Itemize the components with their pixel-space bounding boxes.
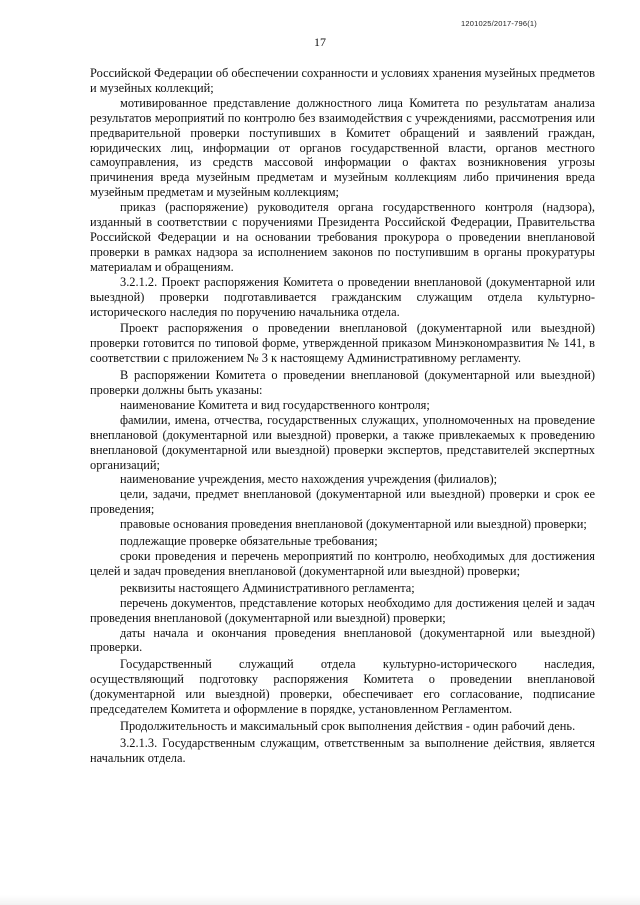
document-body (90, 66, 595, 766)
paragraph: реквизиты настоящего Административного регламента; (120, 580, 415, 595)
paragraph: мотивированное представление должностного лица Комитета по результатам анализа результатов мероприятий по контролю без взаимодействия с учреждениями, рассмотрения или предварительной проверки поступивших в Комитет обращений и заявлений граждан, юридических лиц, информации от органов государственной власти, органов местного самоуправления, из средств массовой информации о фактах возникновения угрозы причинения вреда музейным предметам и музейным коллекциям либо причинения вреда музейным предметам и музейным коллекциям; (90, 95, 595, 200)
page-bottom-edge (0, 895, 640, 905)
paragraph: подлежащие проверке обязательные требования; (120, 534, 378, 549)
paragraph: 3.2.1.2. Проект распоряжения Комитета о проведении внеплановой (документарной или выездной) проверки подготавливается гражданским служащим отдела культурно-исторического наследия по поручению начальника отдела. (90, 274, 595, 319)
paragraph: Продолжительность и максимальный срок выполнения действия - один рабочий день. (120, 718, 576, 733)
paragraph: наименование учреждения, место нахождения учреждения (филиалов); (120, 472, 498, 487)
document-id: 1201025/2017-796(1) (461, 19, 537, 28)
paragraph: Российской Федерации об обеспечении сохранности и условиях хранения музейных предметов и музейных коллекций; (90, 66, 596, 95)
paragraph: сроки проведения и перечень мероприятий по контролю, необходимых для достижения целей и задач проведения внеплановой (документарной или выездной) проверки; (90, 549, 595, 578)
paragraph: цели, задачи, предмет внеплановой (документарной или выездной) проверки и срок ее проведения; (90, 487, 595, 517)
paragraph: даты начала и окончания проведения внеплановой (документарной или выездной) проверки. (90, 625, 595, 655)
paragraph: Государственный служащий отдела культурно-исторического наследия, осуществляющий подготовку распоряжения Комитета о проведении внеплановой (документарной или выездной) проверки, обеспечивает его согласование, подписание председателем Комитета и оформление в порядке, установленном Регламентом. (90, 657, 595, 717)
paragraph: Проект распоряжения о проведении внеплановой (документарной или выездной) проверки готовится по типовой форме, утвержденной приказом Минэкономразвития № 141, в соответствии с приложением № 3 к настоящему Административному регламенту. (90, 321, 595, 366)
paragraph: наименование Комитета и вид государственного контроля; (120, 397, 430, 412)
page-number: 17 (314, 35, 326, 49)
paragraph: приказ (распоряжение) руководителя органа государственного контроля (надзора), изданный в соответствии с поручениями Президента Российской Федерации, Правительства Российской Федерации и на основании требования прокурора о проведении внеплановой проверки в рамках надзора за исполнением законов по поступившим в органы прокуратуры материалам и обращениям. (90, 200, 595, 274)
paragraph: правовые основания проведения внеплановой (документарной или выездной) проверки; (120, 517, 587, 532)
paragraph: В распоряжении Комитета о проведении внеплановой (документарной или выездной) проверки должны быть указаны: (90, 368, 595, 398)
paragraph: перечень документов, представление которых необходимо для достижения целей и задач проведения внеплановой (документарной или выездной) проверки; (90, 595, 595, 625)
paragraph: 3.2.1.3. Государственным служащим, ответственным за выполнение действия, является начальник отдела. (90, 735, 595, 765)
paragraph: фамилии, имена, отчества, государственных служащих, уполномоченных на проведение внеплановой (документарной или выездной) проверки, а также привлекаемых к проведению внеплановой (документарной или выездной) проверки экспертов, представителей экспертных организаций; (90, 412, 595, 472)
